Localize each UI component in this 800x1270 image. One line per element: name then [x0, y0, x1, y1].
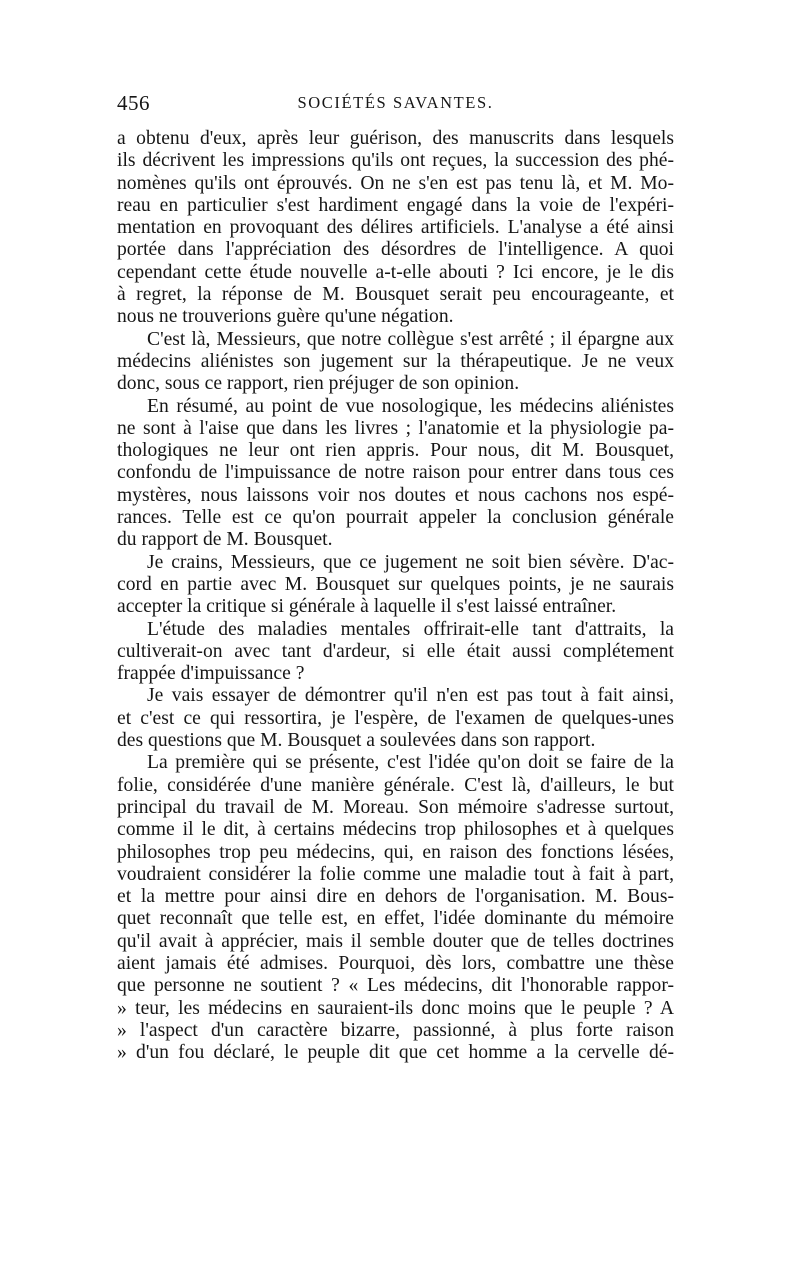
text-line: et c'est ce qui ressortira, je l'espère, de l'examen de quelques-unes [117, 707, 674, 729]
body-text [117, 128, 674, 1064]
text-line: et la mettre pour ainsi dire en dehors de l'organisation. M. Bous- [117, 886, 674, 908]
text-line: En résumé, au point de vue nosologique, les médecins aliénistes [147, 395, 674, 417]
page-header [117, 91, 674, 119]
text-line: ne sont à l'aise que dans les livres ; l'anatomie et la physiologie pa- [117, 417, 674, 439]
text-line: » d'un fou déclaré, le peuple dit que cet homme a la cervelle dé- [117, 1042, 674, 1064]
text-line: cultiverait-on avec tant d'ardeur, si elle était aussi complétement [117, 640, 674, 662]
text-line: des questions que M. Bousquet a soulevées dans son rapport. [117, 730, 596, 752]
text-line: L'étude des maladies mentales offrirait-elle tant d'attraits, la [147, 618, 674, 640]
text-line: qu'il avait à apprécier, mais il semble douter que de telles doctrines [117, 930, 674, 952]
text-line: thologiques ne leur ont rien appris. Pour nous, dit M. Bousquet, [117, 440, 674, 462]
text-line: folie, considérée d'une manière générale. C'est là, d'ailleurs, le but [117, 774, 674, 796]
text-line: mystères, nous laissons voir nos doutes et nous cachons nos espé- [117, 484, 674, 506]
text-line: mentation en provoquant des délires artificiels. L'analyse a été ainsi [117, 217, 674, 239]
text-line: que personne ne soutient ? « Les médecins, dit l'honorable rappor- [117, 975, 674, 997]
text-line: médecins aliénistes son jugement sur la thérapeutique. Je ne veux [117, 350, 674, 372]
text-line: rances. Telle est ce qu'on pourrait appeler la conclusion générale [117, 507, 674, 529]
page-number: 456 [117, 91, 150, 115]
text-line: nomènes qu'ils ont éprouvés. On ne s'en est pas tenu là, et M. Mo- [117, 172, 674, 194]
text-line: confondu de l'impuissance de notre raison pour entrer dans tous ces [117, 462, 674, 484]
text-line: nous ne trouverions guère qu'une négation. [117, 306, 454, 328]
text-line: portée dans l'appréciation des désordres de l'intelligence. A quoi [117, 239, 674, 261]
text-line: ils décrivent les impressions qu'ils ont reçues, la succession des phé- [117, 150, 674, 172]
running-head: SOCIÉTÉS SAVANTES. [297, 93, 494, 112]
text-line: Je crains, Messieurs, que ce jugement ne soit bien sévère. D'ac- [147, 551, 674, 573]
text-line: voudraient considérer la folie comme une maladie tout à fait à part, [117, 863, 674, 885]
text-line: donc, sous ce rapport, rien préjuger de son opinion. [117, 373, 520, 395]
text-line: accepter la critique si générale à laquelle il s'est laissé entraîner. [117, 596, 617, 618]
text-line: a obtenu d'eux, après leur guérison, des manuscrits dans lesquels [117, 128, 674, 149]
text-line: Je vais essayer de démontrer qu'il n'en est pas tout à fait ainsi, [147, 685, 674, 707]
text-line: comme il le dit, à certains médecins trop philosophes et à quelques [117, 819, 674, 841]
text-line: reau en particulier s'est hardiment engagé dans la voie de l'expéri- [117, 194, 674, 216]
text-line: du rapport de M. Bousquet. [117, 529, 333, 551]
text-line: » teur, les médecins en sauraient-ils donc moins que le peuple ? A [117, 997, 674, 1019]
text-line: quet reconnaît que telle est, en effet, l'idée dominante du mémoire [117, 908, 674, 930]
text-line: La première qui se présente, c'est l'idée qu'on doit se faire de la [147, 752, 674, 774]
text-line: C'est là, Messieurs, que notre collègue s'est arrêté ; il épargne aux [147, 328, 674, 350]
text-line: frappée d'impuissance ? [117, 663, 305, 685]
text-line: » l'aspect d'un caractère bizarre, passionné, à plus forte raison [117, 1019, 674, 1041]
text-line: cependant cette étude nouvelle a-t-elle abouti ? Ici encore, je le dis [117, 261, 674, 283]
text-line: principal du travail de M. Moreau. Son mémoire s'adresse surtout, [117, 796, 674, 818]
text-line: à regret, la réponse de M. Bousquet serait peu encourageante, et [117, 284, 674, 306]
text-line: cord en partie avec M. Bousquet sur quelques points, je ne saurais [117, 573, 674, 595]
text-line: philosophes trop peu médecins, qui, en raison des fonctions lésées, [117, 841, 674, 863]
text-line: aient jamais été admises. Pourquoi, dès lors, combattre une thèse [117, 952, 674, 974]
